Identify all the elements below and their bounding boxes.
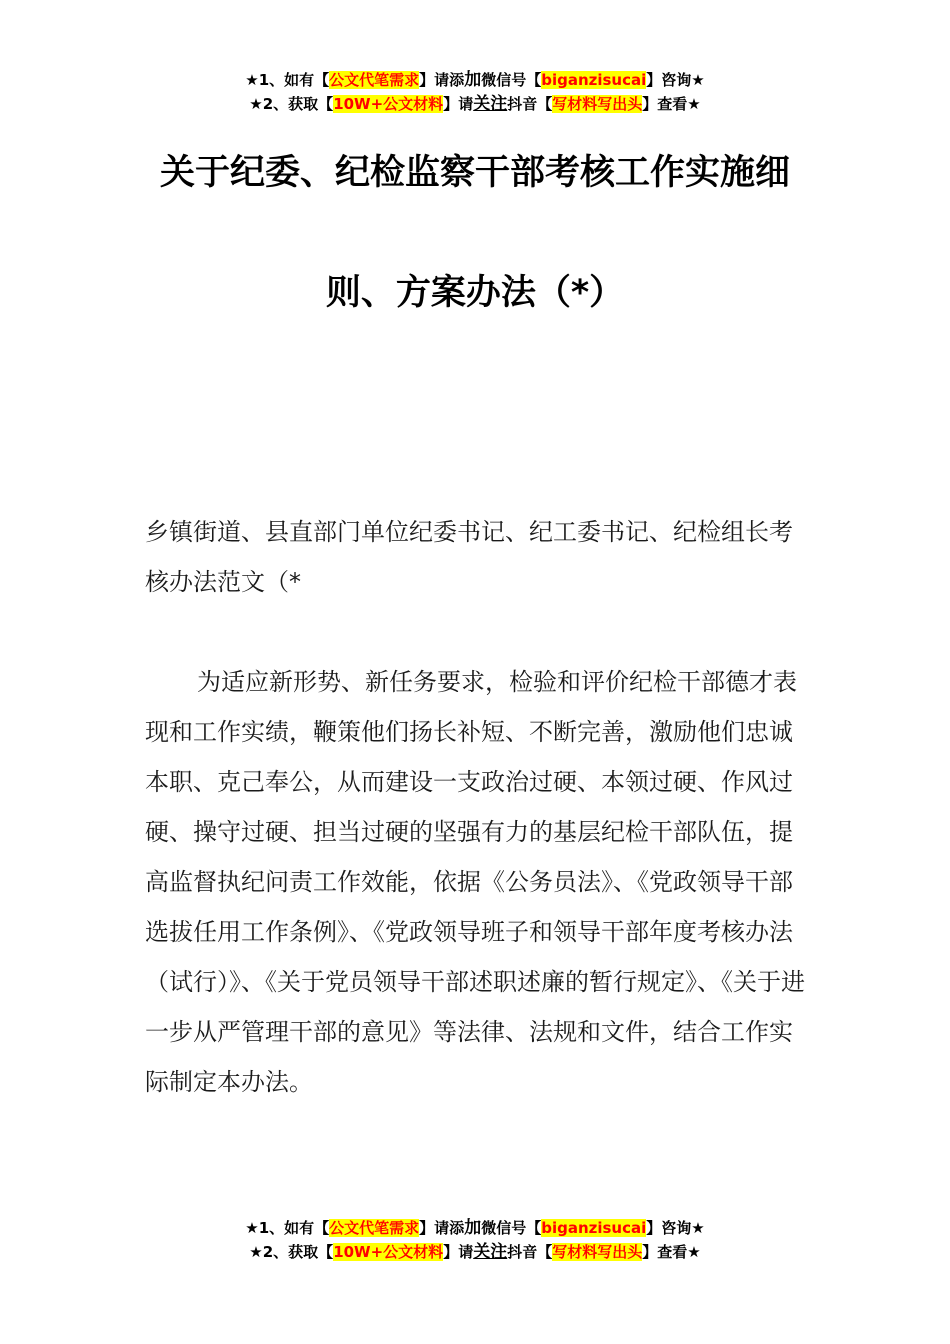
promo-wechat-id: biganzisucai — [541, 71, 647, 89]
promo-highlight: 10W+公文材料 — [333, 1243, 444, 1261]
promo-text: 】咨询★ — [646, 71, 705, 89]
promo-line-2 — [0, 1240, 950, 1264]
promo-douyin-id: 写材料写出头 — [552, 95, 643, 113]
promo-text: 微信号【 — [481, 71, 542, 89]
document-title-line-2: 则、方案办法（*） — [325, 273, 625, 313]
promo-text: 关注 — [473, 94, 508, 114]
promo-text: 】查看★ — [642, 1243, 701, 1261]
promo-text: 】咨询★ — [646, 1219, 705, 1237]
promo-line-2 — [0, 92, 950, 116]
document-subtitle: 乡镇街道、县直部门单位纪委书记、纪工委书记、纪检组长考核办法范文（* — [145, 518, 793, 596]
promo-text: 微信号【 — [481, 1219, 542, 1237]
promo-highlight: 10W+公文材料 — [333, 95, 444, 113]
promo-text: 】请添 — [419, 71, 465, 89]
promo-text: ★2、获取【 — [249, 1243, 334, 1261]
intro-paragraph: 为适应新形势、新任务要求，检验和评价纪检干部德才表现和工作实绩，鞭策他们扬长补短、不断完善，激励他们忠诚本职、克己奉公，从而建设一支政治过硬、本领过硬、作风过硬、操守过硬、担当过硬的坚强有力的基层纪检干部队伍，提高监督执纪问责工作效能，依据《公务员法》、《党政领导干部选拔任用工作条例》、《党政领导班子和领导干部年度考核办法（试行）》、《关于党员领导干部述职述廉的暂行规定》、《关于进一步从严管理干部的意见》等法律、法规和文件，结合工作实际制定本办法。 — [145, 668, 805, 1096]
promo-text: 抖音【 — [507, 95, 553, 113]
document-title-line-1: 关于纪委、纪检监察干部考核工作实施细 — [159, 153, 790, 193]
promo-text: 加 — [464, 1218, 482, 1238]
promo-douyin-id: 写材料写出头 — [552, 1243, 643, 1261]
promo-line-1 — [0, 68, 950, 92]
promo-text: 】请添 — [419, 1219, 465, 1237]
promo-text: ★2、获取【 — [249, 95, 334, 113]
promo-text: 抖音【 — [507, 1243, 553, 1261]
promo-wechat-id: biganzisucai — [541, 1219, 647, 1237]
promo-text: 加 — [464, 70, 482, 90]
promo-text: 】请 — [443, 95, 474, 113]
promo-highlight: 公文代笔需求 — [329, 71, 420, 89]
footer-promo-banner — [0, 1216, 950, 1264]
promo-text: 】查看★ — [642, 95, 701, 113]
header-promo-banner — [0, 68, 950, 116]
promo-line-1 — [0, 1216, 950, 1240]
promo-text: ★1、如有【 — [245, 1219, 330, 1237]
promo-text: 关注 — [473, 1242, 508, 1262]
promo-highlight: 公文代笔需求 — [329, 1219, 420, 1237]
promo-text: ★1、如有【 — [245, 71, 330, 89]
promo-text: 】请 — [443, 1243, 474, 1261]
